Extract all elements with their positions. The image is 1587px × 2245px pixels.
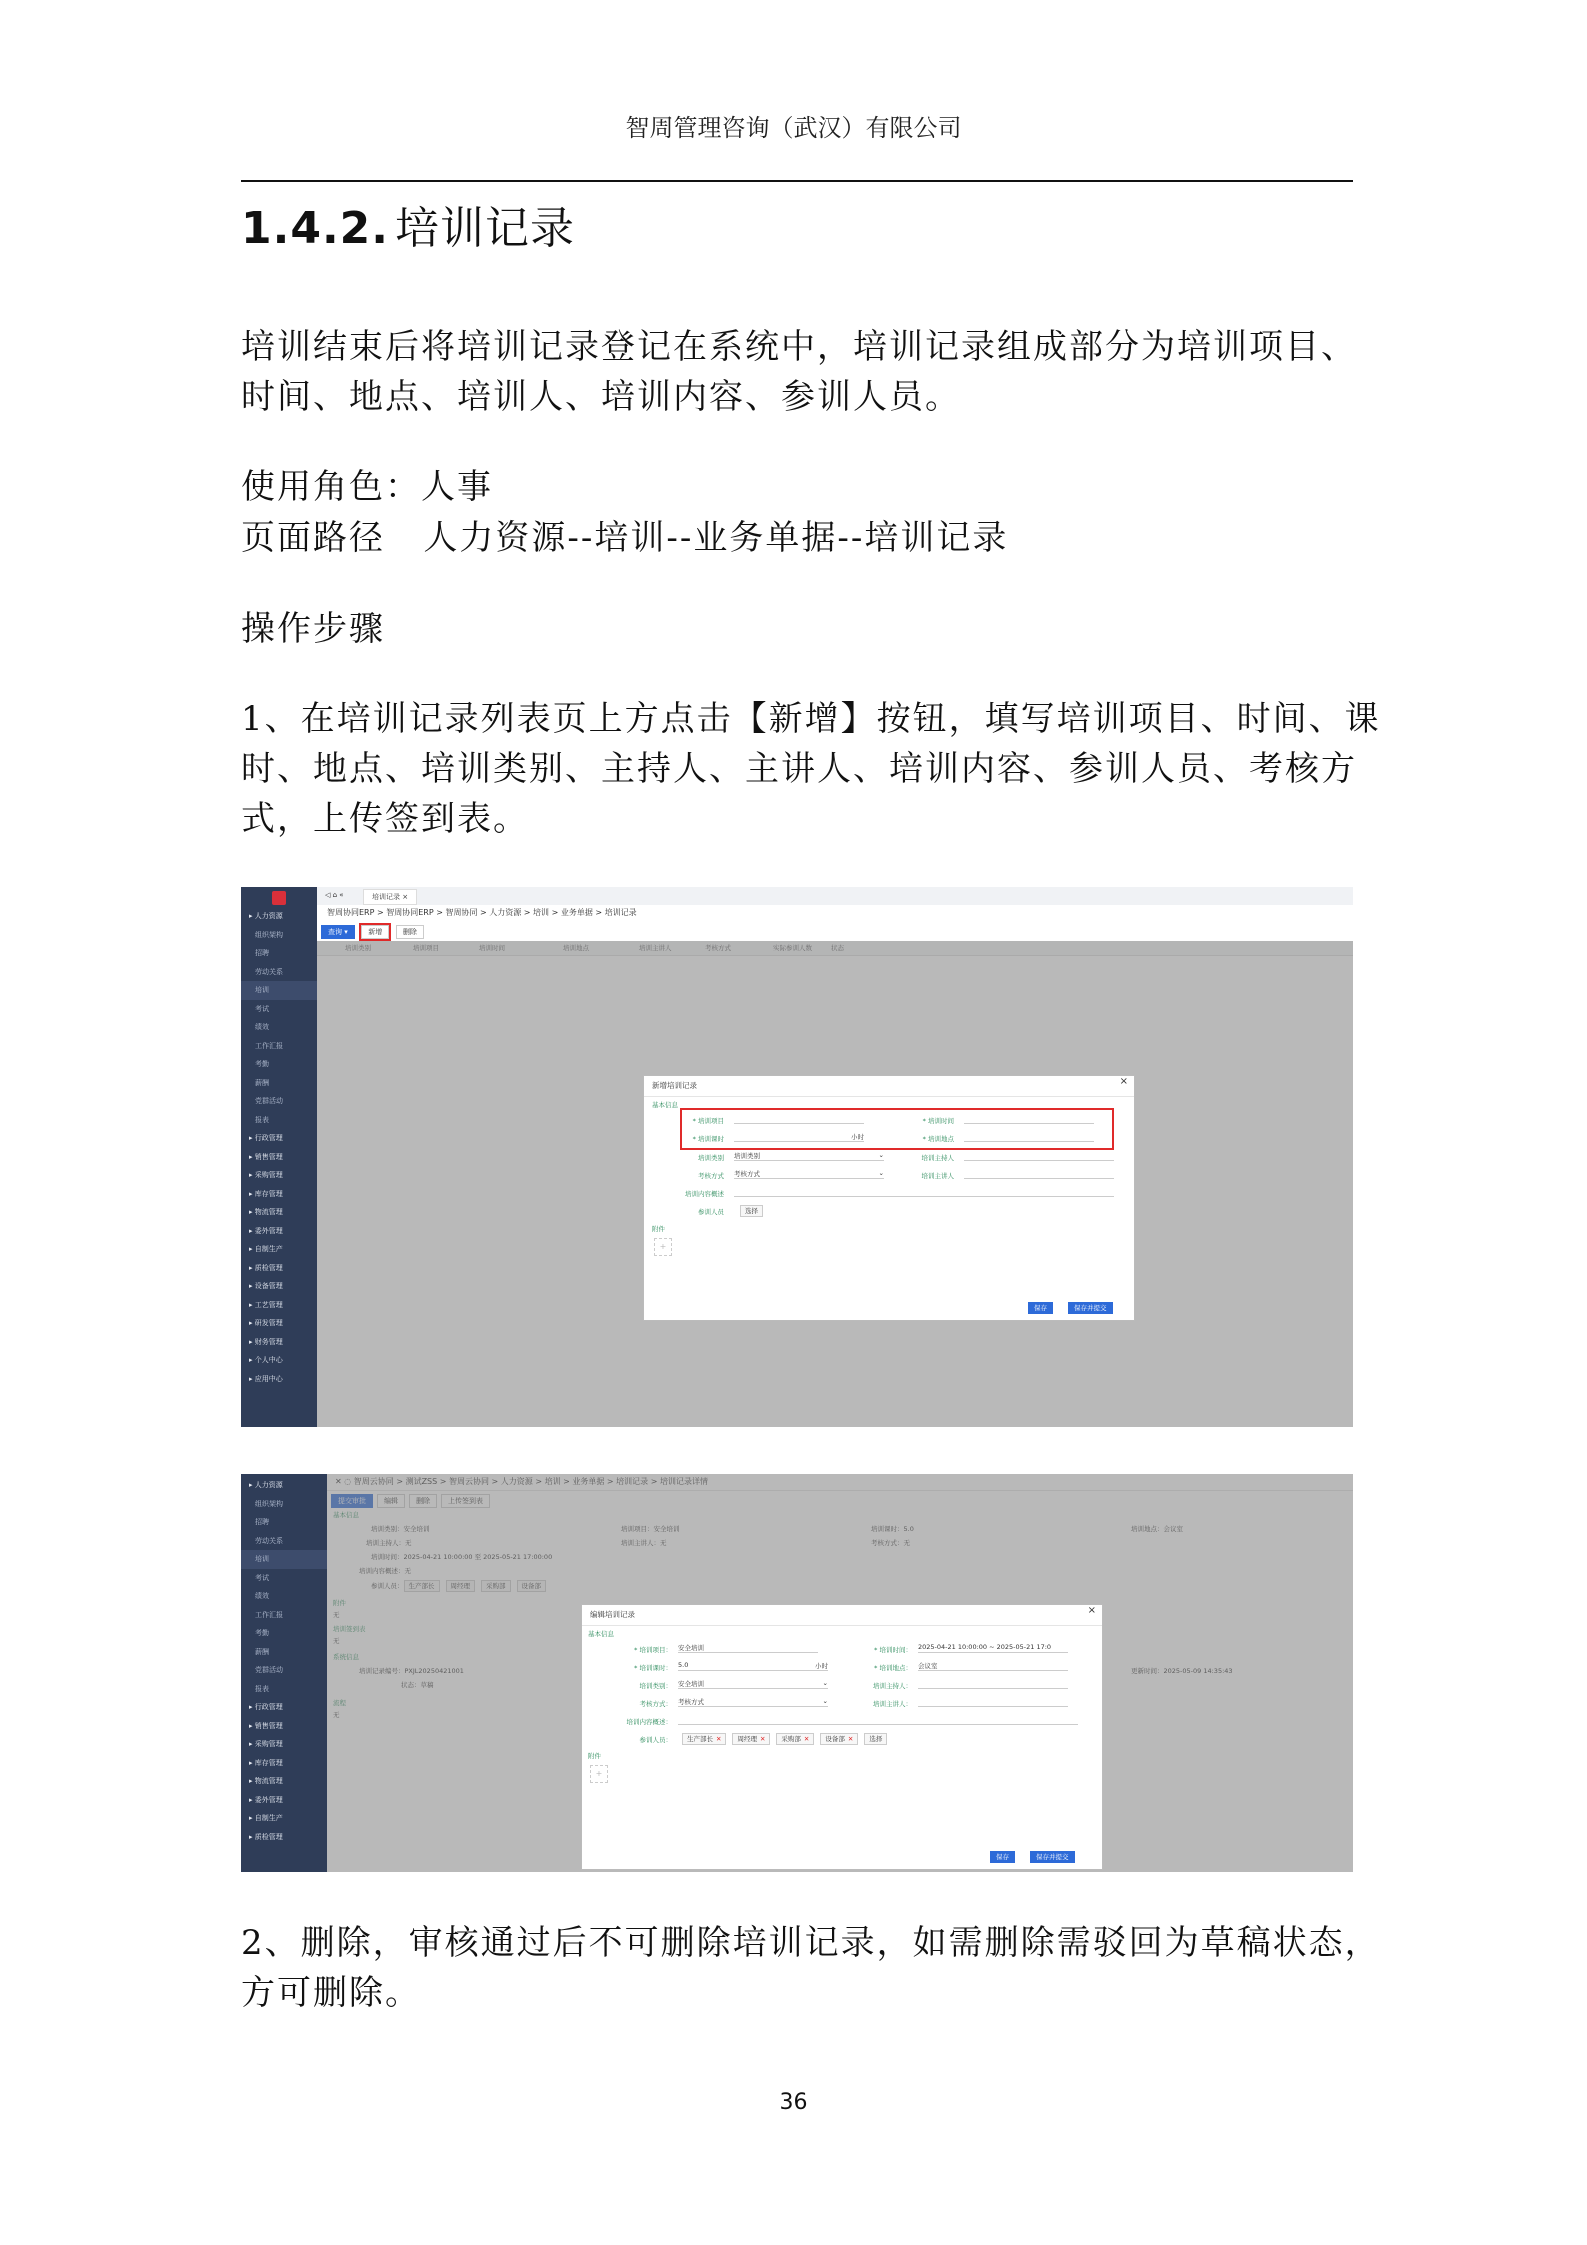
- sidebar-item[interactable]: ▸ 采购管理: [249, 1171, 283, 1179]
- path-line: 页面路径 人力资源--培训--业务单据--培训记录: [241, 518, 1009, 558]
- query-label: 查询: [328, 928, 342, 936]
- exam-placeholder: 考核方式: [734, 1170, 760, 1178]
- delete-button[interactable]: 删除: [396, 925, 424, 939]
- page-number: 36: [779, 2090, 808, 2115]
- label-type: 培训类别: [698, 1154, 724, 1162]
- add-record-dialog: [643, 1075, 1135, 1321]
- sidebar-item[interactable]: 组织架构: [255, 1499, 283, 1508]
- label-people: 参训人员：: [639, 1736, 672, 1744]
- sidebar: [241, 887, 317, 1427]
- hours-unit: 小时: [851, 1133, 864, 1141]
- participant-chip[interactable]: 生产部长 ✕: [682, 1733, 726, 1745]
- exam-select[interactable]: [734, 1169, 884, 1179]
- query-button[interactable]: 查询 ▾: [321, 925, 355, 939]
- sidebar-item[interactable]: 培训: [241, 981, 317, 1000]
- sidebar-item[interactable]: ▸ 行政管理: [249, 1134, 283, 1142]
- remove-icon[interactable]: ✕: [759, 1735, 766, 1743]
- add-button[interactable]: 新增: [361, 925, 389, 939]
- sidebar-item[interactable]: 招聘: [255, 949, 269, 957]
- sidebar-item[interactable]: ▸ 人力资源: [249, 1481, 283, 1489]
- attachment-label: 附件: [588, 1752, 601, 1760]
- label-people: 参训人员: [698, 1208, 724, 1216]
- attachment-label: 附件: [652, 1225, 665, 1233]
- sidebar-item[interactable]: ▸ 采购管理: [249, 1740, 283, 1748]
- step2-paragraph: 2、删除，审核通过后不可删除培训记录，如需删除需驳回为草稿状态，方可删除。: [241, 1923, 1381, 2013]
- section-title: 培训记录: [395, 203, 575, 254]
- toolbar: [317, 921, 1353, 941]
- label-time: * 培训时间：: [874, 1646, 912, 1654]
- sidebar-item[interactable]: 组织架构: [255, 930, 283, 939]
- save-submit-button[interactable]: 保存并提交: [1068, 1302, 1113, 1314]
- type-select[interactable]: [678, 1679, 828, 1689]
- label-hours: * 培训课时：: [634, 1664, 672, 1672]
- dialog-title: 编辑培训记录: [582, 1605, 1102, 1626]
- label-hours: * 培训课时: [692, 1135, 724, 1143]
- sidebar-item[interactable]: 劳动关系: [255, 967, 283, 976]
- project-input[interactable]: 安全培训: [678, 1643, 818, 1653]
- sidebar-item[interactable]: 报表: [255, 1684, 269, 1693]
- dialog-title: 新增培训记录: [644, 1076, 1134, 1097]
- host-input[interactable]: [964, 1151, 1114, 1161]
- step1-paragraph: 1、在培训记录列表页上方点击【新增】按钮，填写培训项目、时间、课时、地点、培训类别、主持人、主讲人、培训内容、参训人员、考核方式，上传签到表。: [241, 699, 1381, 839]
- edit-record-dialog: [581, 1604, 1103, 1870]
- speaker-input[interactable]: [964, 1169, 1114, 1179]
- breadcrumb: 智周协同ERP > 智周协同ERP > 智周协同 > 人力资源 > 培训 > 业务单据 > 培训记录: [317, 905, 1353, 922]
- label-exam: 考核方式：: [639, 1700, 672, 1708]
- tab-label: 培训记录: [372, 893, 400, 901]
- hours-input[interactable]: [678, 1661, 828, 1671]
- time-input[interactable]: 2025-04-21 10:00:00 ~ 2025-05-21 17:0: [918, 1643, 1068, 1653]
- label-type: 培训类别：: [639, 1682, 672, 1690]
- label-speaker: 培训主讲人: [921, 1172, 954, 1180]
- type-value: 安全培训: [678, 1680, 704, 1688]
- sidebar-item[interactable]: 考勤: [255, 1060, 269, 1068]
- section-label: 基本信息: [588, 1630, 614, 1638]
- sidebar-item[interactable]: ▸ 研发管理: [249, 1319, 283, 1327]
- sidebar-item[interactable]: ▸ 自制生产: [249, 1814, 283, 1822]
- upload-plus-icon[interactable]: +: [590, 1765, 608, 1783]
- exam-value: 考核方式: [678, 1698, 704, 1706]
- sidebar-item[interactable]: ▸ 质检管理: [249, 1263, 283, 1272]
- sidebar-item[interactable]: ▸ 个人中心: [249, 1356, 283, 1364]
- type-placeholder: 培训类别: [734, 1152, 760, 1160]
- label-host: 培训主持人: [921, 1154, 954, 1162]
- label-place: * 培训地点：: [874, 1664, 912, 1672]
- type-select[interactable]: [734, 1151, 884, 1161]
- chevron-down-icon: ⌄: [822, 1679, 828, 1687]
- hours-value: 5.0: [678, 1661, 689, 1669]
- sidebar-item[interactable]: ▸ 设备管理: [249, 1282, 283, 1290]
- content-textarea[interactable]: [678, 1715, 1078, 1725]
- hours-unit: 小时: [815, 1662, 828, 1670]
- sidebar-item[interactable]: ▸ 委外管理: [249, 1795, 283, 1804]
- screenshot-list-page: [241, 887, 1353, 1427]
- chevron-down-icon: ⌄: [822, 1697, 828, 1705]
- sidebar-item[interactable]: 工作汇报: [255, 1610, 283, 1619]
- sidebar-item[interactable]: ▸ 人力资源: [249, 912, 283, 920]
- participant-chip[interactable]: 采购部 ✕: [776, 1733, 814, 1745]
- content-textarea[interactable]: [734, 1187, 1114, 1197]
- label-exam: 考核方式: [698, 1172, 724, 1180]
- page-header: 智周管理咨询（武汉）有限公司: [625, 114, 962, 142]
- label-time: * 培训时间: [922, 1117, 954, 1125]
- label-project: * 培训项目：: [634, 1646, 672, 1654]
- sidebar-item[interactable]: ▸ 物流管理: [249, 1208, 283, 1216]
- label-project: * 培训项目: [692, 1117, 724, 1125]
- sidebar-item[interactable]: ▸ 自制生产: [249, 1245, 283, 1253]
- sidebar-item[interactable]: 薪酬: [255, 1078, 269, 1087]
- sidebar-item[interactable]: ▸ 委外管理: [249, 1226, 283, 1235]
- highlight-box: [680, 1108, 1114, 1150]
- app-logo: [272, 891, 286, 905]
- nav-arrows-icon[interactable]: ◁ ⌂ «: [325, 891, 344, 899]
- label-host: 培训主持人：: [873, 1682, 912, 1690]
- place-input[interactable]: 会议室: [918, 1661, 1068, 1671]
- label-content: 培训内容概述: [685, 1190, 724, 1198]
- section-label: 基本信息: [652, 1101, 678, 1109]
- participant-chip[interactable]: 周经理 ✕: [732, 1733, 770, 1745]
- sidebar-item[interactable]: 绩效: [255, 1023, 269, 1031]
- people-chips: [682, 1733, 893, 1745]
- chevron-down-icon: ⌄: [878, 1151, 884, 1159]
- intro-paragraph: 培训结束后将培训记录登记在系统中，培训记录组成部分为培训项目、时间、地点、培训人、培训内容、参训人员。: [241, 327, 1357, 417]
- remove-icon[interactable]: ✕: [847, 1735, 854, 1743]
- sidebar: [241, 1474, 327, 1872]
- sidebar-item[interactable]: 招聘: [255, 1518, 269, 1526]
- sidebar-item[interactable]: ▸ 工艺管理: [249, 1300, 283, 1309]
- close-icon[interactable]: ×: [1119, 1076, 1128, 1087]
- exam-select[interactable]: [678, 1697, 828, 1707]
- sidebar-item[interactable]: 工作汇报: [255, 1041, 283, 1050]
- save-button[interactable]: 保存: [1028, 1302, 1053, 1314]
- role-line: 使用角色：人事: [241, 467, 493, 507]
- header-rule: [241, 180, 1353, 182]
- save-button[interactable]: 保存: [990, 1851, 1015, 1863]
- screenshot-detail-page: [241, 1474, 1353, 1872]
- close-icon[interactable]: ×: [1087, 1605, 1096, 1616]
- sidebar-item[interactable]: ▸ 销售管理: [249, 1152, 283, 1161]
- speaker-input[interactable]: [918, 1697, 1068, 1707]
- select-people-button[interactable]: 选择: [740, 1205, 763, 1217]
- tab-training-record[interactable]: 培训记录 ×: [363, 889, 417, 905]
- select-people-button[interactable]: 选择: [864, 1733, 887, 1745]
- sidebar-item[interactable]: ▸ 物流管理: [249, 1777, 283, 1785]
- sidebar-item[interactable]: 考勤: [255, 1629, 269, 1637]
- section-number: 1.4.2.: [241, 203, 389, 254]
- sidebar-item[interactable]: ▸ 行政管理: [249, 1703, 283, 1711]
- sidebar-item[interactable]: 报表: [255, 1115, 269, 1124]
- sidebar-item[interactable]: 考试: [255, 1004, 269, 1013]
- sidebar-item[interactable]: ▸ 质检管理: [249, 1832, 283, 1841]
- tab-bar: [317, 887, 1353, 906]
- remove-icon[interactable]: ✕: [803, 1735, 810, 1743]
- label-content: 培训内容概述：: [626, 1718, 672, 1726]
- sidebar-item[interactable]: 薪酬: [255, 1647, 269, 1656]
- host-input[interactable]: [918, 1679, 1068, 1689]
- sidebar-item[interactable]: ▸ 销售管理: [249, 1721, 283, 1730]
- upload-plus-icon[interactable]: +: [654, 1238, 672, 1256]
- sidebar-item[interactable]: 考试: [255, 1573, 269, 1582]
- sidebar-item[interactable]: 党群活动: [255, 1097, 283, 1105]
- remove-icon[interactable]: ✕: [716, 1735, 722, 1743]
- sidebar-item[interactable]: ▸ 库存管理: [249, 1189, 283, 1198]
- sidebar-item[interactable]: 党群活动: [255, 1666, 283, 1674]
- save-submit-button[interactable]: 保存并提交: [1030, 1851, 1075, 1863]
- sidebar-item[interactable]: ▸ 库存管理: [249, 1758, 283, 1767]
- sidebar-item[interactable]: ▸ 应用中心: [249, 1374, 283, 1383]
- sidebar-item[interactable]: 培训: [241, 1550, 327, 1569]
- participant-chip[interactable]: 设备部 ✕: [820, 1733, 858, 1745]
- sidebar-item[interactable]: ▸ 财务管理: [249, 1337, 283, 1346]
- sidebar-item[interactable]: 绩效: [255, 1592, 269, 1600]
- section-heading: [241, 192, 575, 256]
- sidebar-item[interactable]: 劳动关系: [255, 1536, 283, 1545]
- label-speaker: 培训主讲人：: [873, 1700, 912, 1708]
- steps-title: 操作步骤: [241, 609, 385, 649]
- chevron-down-icon: ⌄: [878, 1169, 884, 1177]
- label-place: * 培训地点: [922, 1135, 954, 1143]
